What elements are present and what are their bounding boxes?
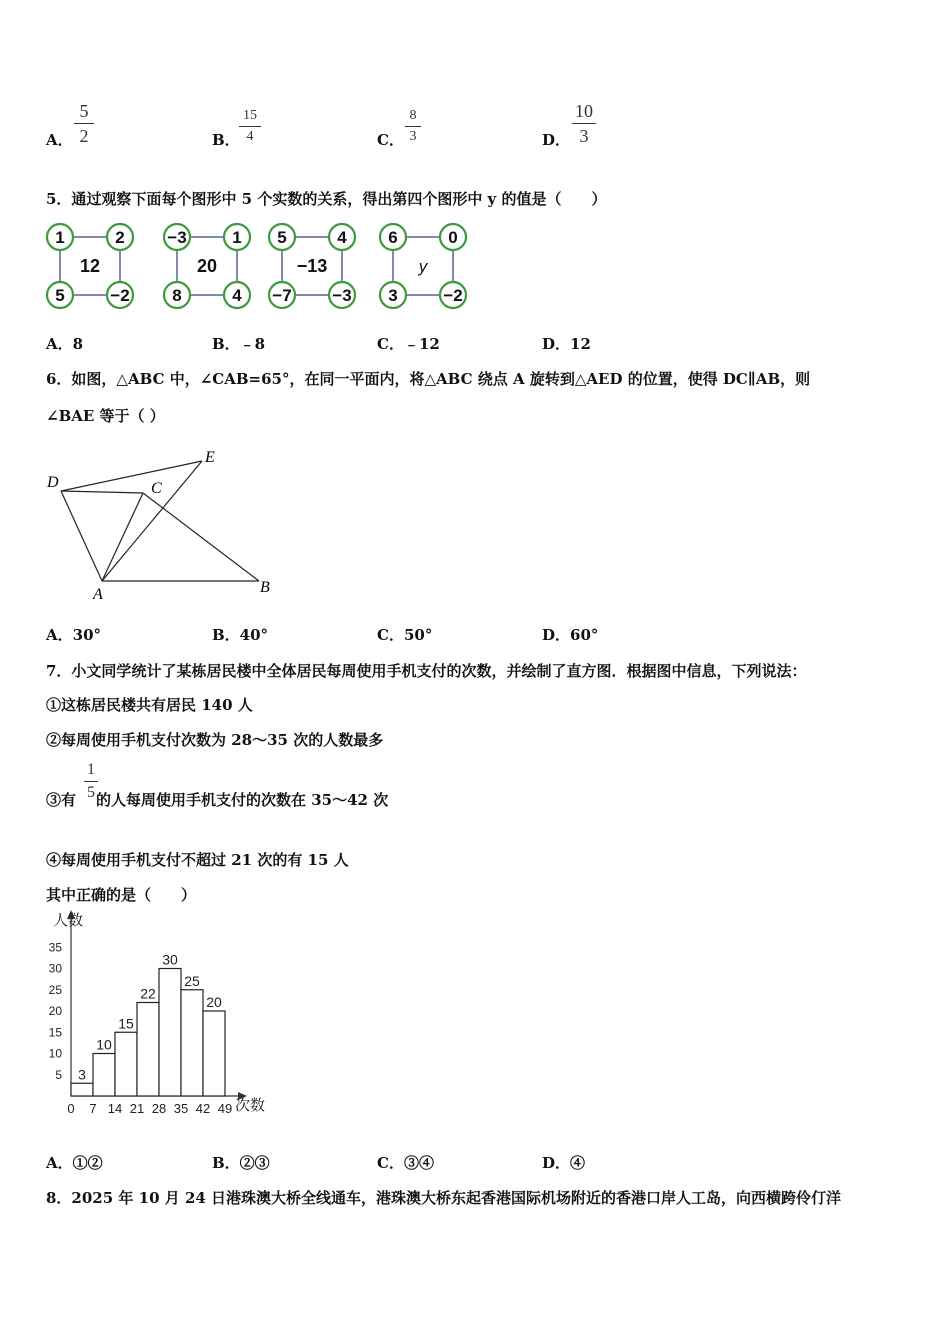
- q5-corner-number: 2: [115, 228, 125, 247]
- q7-statement-4: ④每周使用手机支付不超过 21 次的有 15 人: [46, 851, 349, 869]
- q6-stem-line2: ∠BAE 等于（ ）: [46, 407, 165, 425]
- q5-center-number: 20: [196, 256, 218, 276]
- q7-ask: 其中正确的是（ ）: [46, 886, 197, 904]
- bar-data-label: 15: [118, 1015, 134, 1032]
- q6-stem-line1: 6．如图，△ABC 中，∠CAB=65°，在同一平面内，将△ABC 绕点 A 旋转到△AED 的位置，使得 DC∥AB，则: [46, 370, 811, 388]
- q5-option-d: D．12: [542, 335, 591, 353]
- point-e-label: E: [205, 449, 215, 466]
- y-tick-label: 5: [55, 1067, 62, 1082]
- q5-corner-number: −7: [272, 286, 292, 305]
- point-b-label: B: [260, 579, 270, 596]
- q7-stem: 7．小文同学统计了某栋居民楼中全体居民每周使用手机支付的次数，并绘制了直方图．根据图中信息，下列说法：: [46, 662, 807, 680]
- bar-data-label: 10: [96, 1036, 112, 1053]
- q4-option-a-fraction: 5 2: [74, 102, 94, 145]
- q5-corner-number: 0: [448, 228, 458, 247]
- q7-statement-1: ①这栋居民楼共有居民 140 人: [46, 696, 253, 714]
- q5-option-c: C．﹣12: [377, 335, 440, 353]
- segment-dc: [61, 491, 143, 493]
- y-tick-label: 15: [48, 1025, 62, 1040]
- q4-option-b-letter: B．: [212, 131, 240, 149]
- q5-figure-3: [269, 224, 355, 308]
- histogram-bar: [203, 1011, 225, 1096]
- q5-corner-number: 3: [388, 286, 398, 305]
- x-tick-label: 0: [67, 1101, 75, 1116]
- q6-option-a: A．30°: [46, 626, 102, 644]
- q6-option-d: D．60°: [542, 626, 599, 644]
- q5-corner-number: 8: [172, 286, 182, 305]
- q5-figure-4: [380, 224, 466, 308]
- segment-cb: [143, 493, 259, 581]
- q5-figures: [40, 218, 470, 314]
- x-tick-label: 7: [89, 1101, 97, 1116]
- y-tick-label: 30: [48, 961, 62, 976]
- q7-statement-2: ②每周使用手机支付次数为 28～35 次的人数最多: [46, 731, 384, 749]
- x-tick-label: 42: [195, 1101, 211, 1116]
- point-c-label: C: [151, 480, 162, 497]
- point-d-label: D: [47, 474, 59, 491]
- histogram-bar: [137, 1003, 159, 1097]
- q5-figure-1: [47, 224, 133, 308]
- q4-option-c-fraction: 8 3: [405, 109, 421, 144]
- q5-corner-number: 6: [388, 228, 398, 247]
- x-tick-label: 35: [173, 1101, 189, 1116]
- x-tick-label: 49: [217, 1101, 233, 1116]
- q5-corner-number: −3: [167, 228, 187, 247]
- q8-stem: 8．2025 年 10 月 24 日港珠澳大桥全线通车，港珠澳大桥东起香港国际机场附近的香港口岸人工岛，向西横跨伶仃洋: [46, 1189, 842, 1207]
- q6-geometry-figure: [40, 442, 290, 607]
- bar-data-label: 25: [184, 972, 200, 989]
- histogram-bar: [115, 1032, 137, 1096]
- x-tick-label: 14: [107, 1101, 123, 1116]
- q4-option-d-fraction: 10 3: [572, 102, 596, 145]
- q5-corner-number: 4: [337, 228, 347, 247]
- q5-option-b: B．﹣8: [212, 335, 266, 353]
- q5-corner-number: −2: [443, 286, 463, 305]
- q6-option-b: B．40°: [212, 626, 269, 644]
- q7-option-b: B．②③: [212, 1154, 270, 1172]
- y-tick-label: 10: [48, 1046, 62, 1061]
- y-tick-label: 25: [48, 982, 62, 997]
- y-tick-label: 35: [48, 940, 62, 955]
- q5-corner-number: −2: [110, 286, 130, 305]
- q7-statement-3-fraction: 1 5: [84, 762, 98, 801]
- q7-option-c: C．③④: [377, 1154, 434, 1172]
- q5-center-number: 12: [79, 256, 101, 276]
- q4-option-c-letter: C．: [377, 131, 404, 149]
- histogram-bar: [71, 1083, 93, 1096]
- q4-option-d-letter: D．: [542, 131, 571, 149]
- bar-data-label: 22: [140, 985, 156, 1002]
- segment-da: [61, 491, 102, 581]
- q4-option-a-letter: A．: [46, 131, 73, 149]
- y-axis-label: 人数: [53, 912, 84, 929]
- segment-ca: [102, 493, 143, 581]
- q7-option-a: A．①②: [46, 1154, 103, 1172]
- q5-corner-number: 5: [55, 286, 65, 305]
- q4-option-b-fraction: 15 4: [239, 109, 261, 144]
- x-tick-label: 21: [129, 1101, 145, 1116]
- histogram-bar: [159, 969, 181, 1097]
- point-a-label: A: [93, 586, 103, 603]
- q7-histogram: [40, 906, 280, 1118]
- q5-corner-number: 5: [277, 228, 287, 247]
- q5-option-a: A．8: [46, 335, 84, 353]
- histogram-bar: [93, 1054, 115, 1097]
- q5-figure-2: [164, 224, 250, 308]
- bar-data-label: 30: [162, 951, 178, 968]
- x-tick-label: 28: [151, 1101, 167, 1116]
- bar-data-label: 20: [206, 994, 222, 1010]
- q5-center-number: y: [418, 257, 428, 276]
- x-axis-label: 次数: [235, 1097, 266, 1114]
- bar-data-label: 3: [78, 1066, 86, 1083]
- histogram-bar: [181, 990, 203, 1096]
- q5-corner-number: −3: [332, 286, 352, 305]
- q7-statement-3-suffix: 的人每周使用手机支付的次数在 35～42 次: [96, 791, 389, 809]
- q5-corner-number: 4: [232, 286, 242, 305]
- q7-option-d: D．④: [542, 1154, 586, 1172]
- q7-statement-3-prefix: ③有: [46, 791, 77, 809]
- y-tick-label: 20: [48, 1004, 62, 1018]
- q5-corner-number: 1: [232, 228, 242, 247]
- q5-stem: 5．通过观察下面每个图形中 5 个实数的关系，得出第四个图形中 y 的值是（ ）: [46, 190, 607, 208]
- q6-option-c: C．50°: [377, 626, 433, 644]
- q5-corner-number: 1: [55, 228, 65, 247]
- q5-center-number: −13: [296, 256, 328, 276]
